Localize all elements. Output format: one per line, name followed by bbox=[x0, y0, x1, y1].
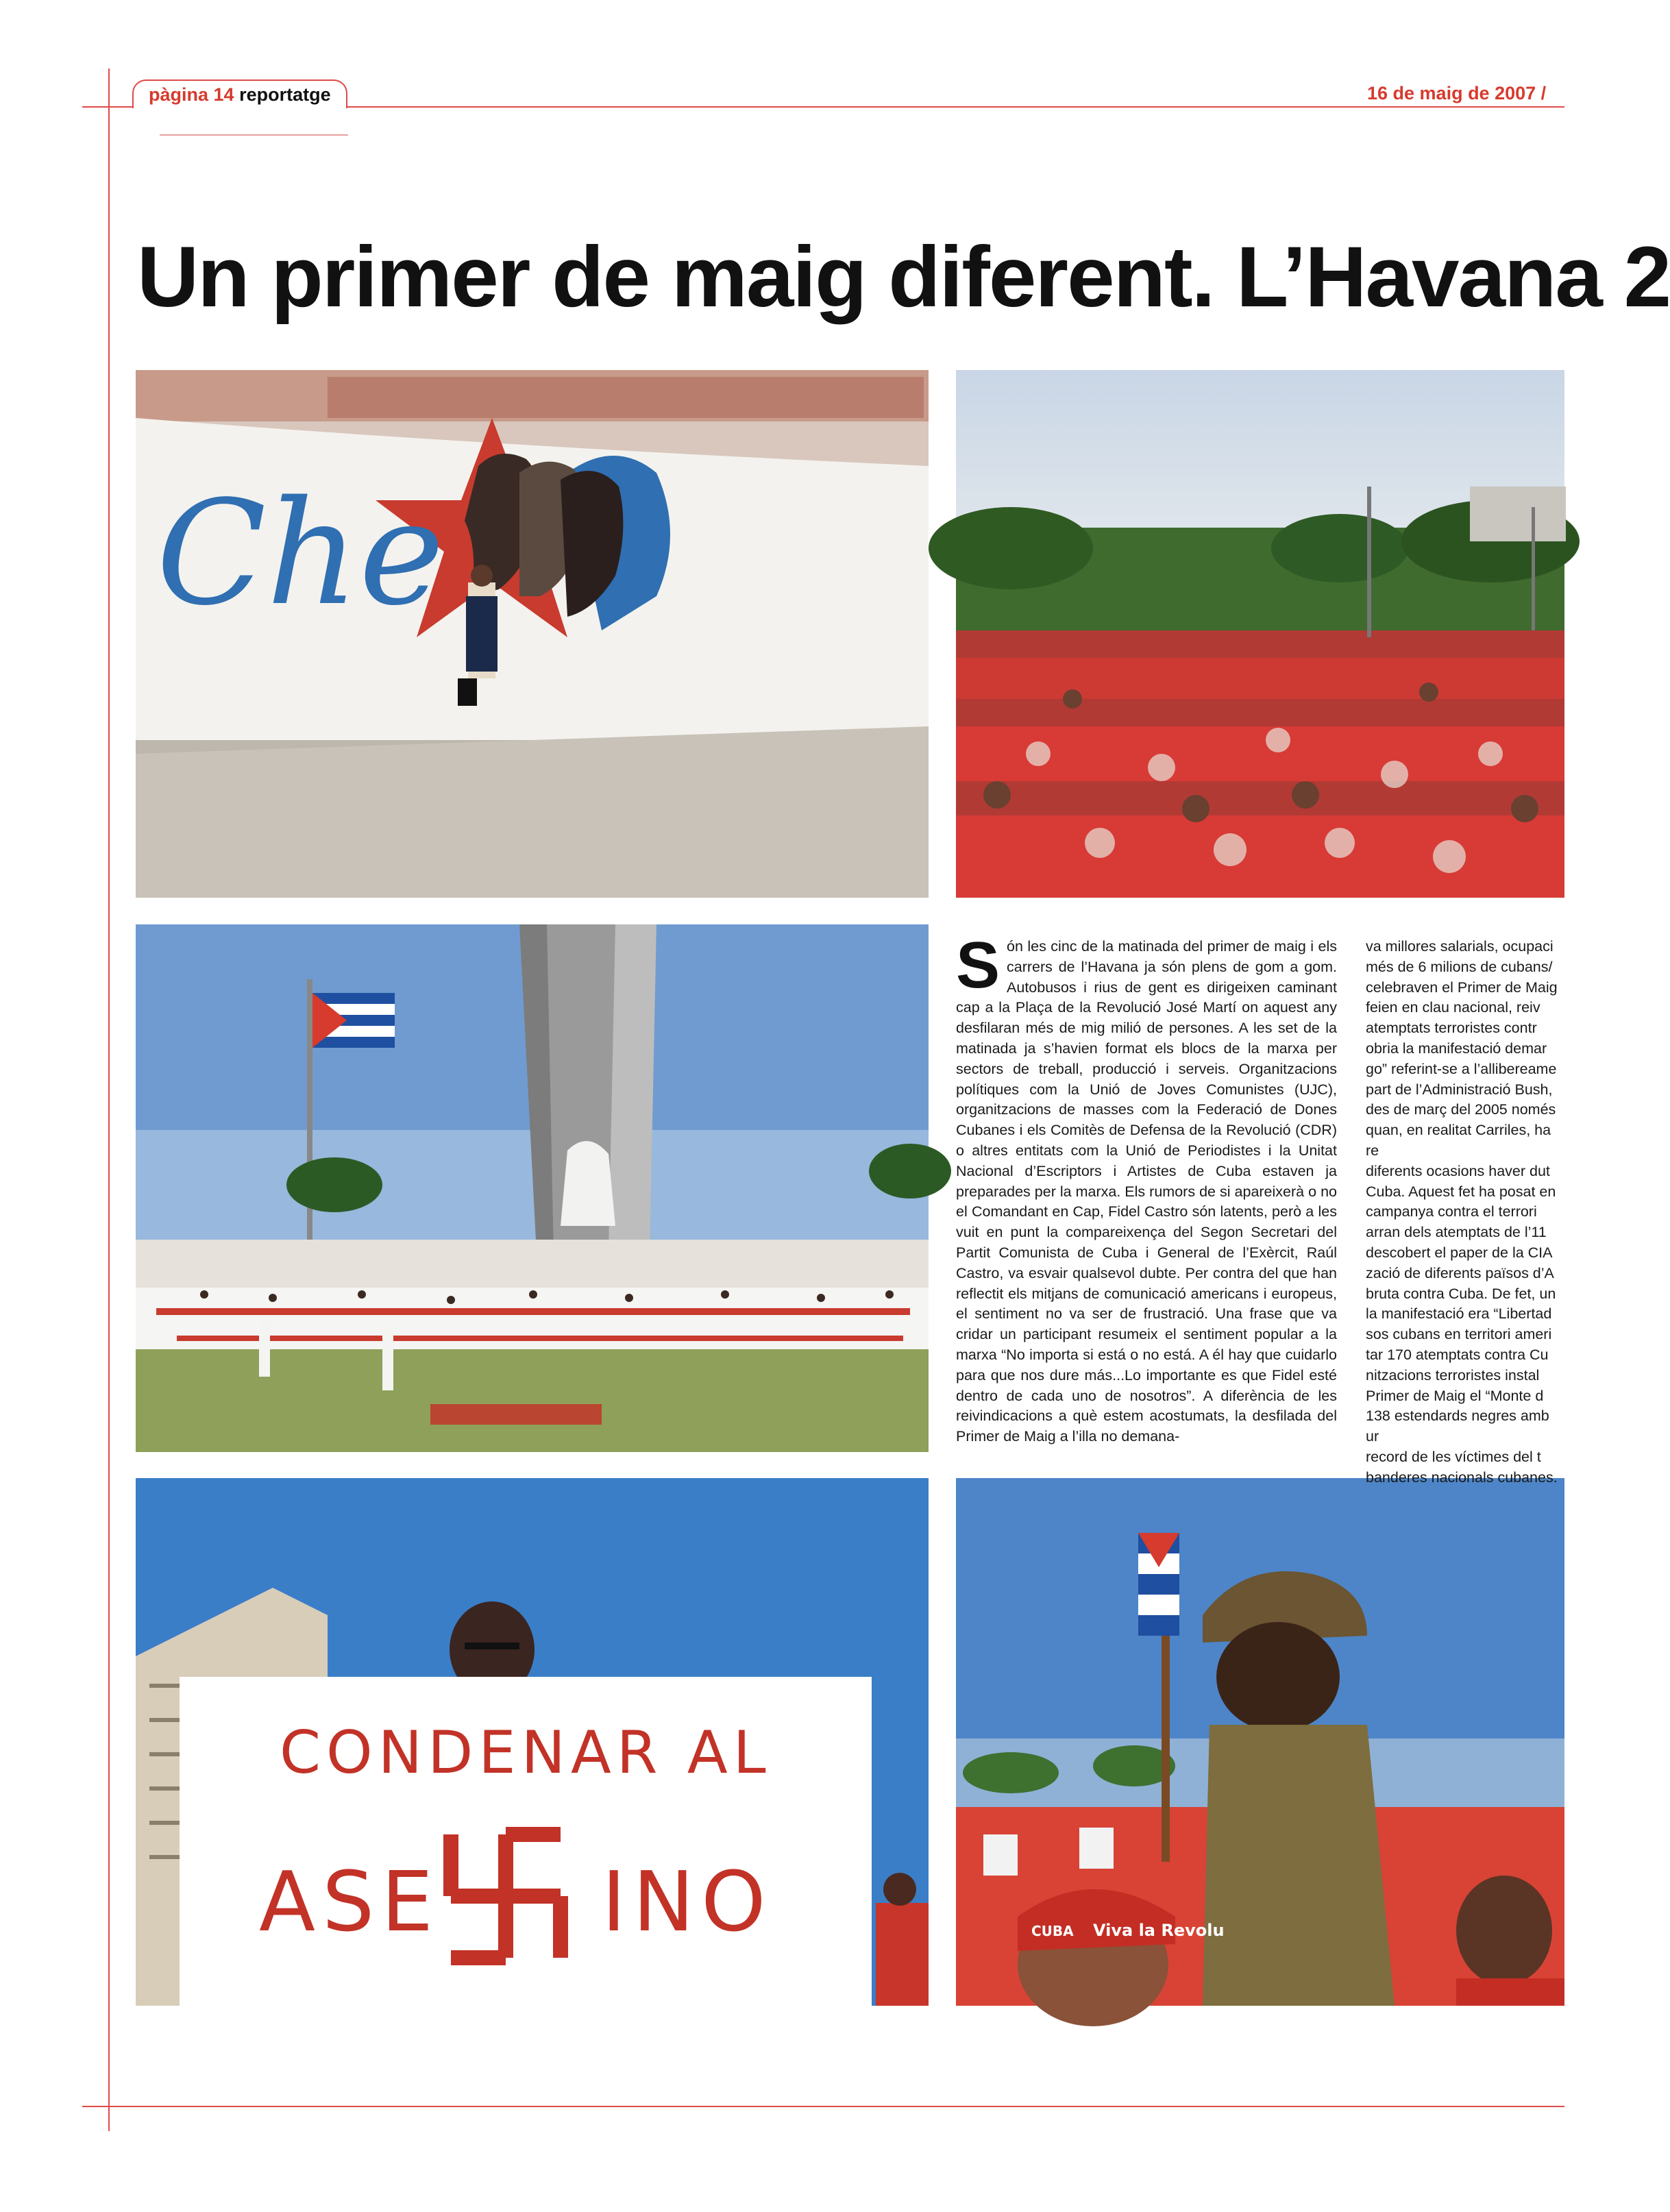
photo-crowd-avenue bbox=[956, 370, 1564, 898]
photo-protest-banner bbox=[136, 1478, 929, 2006]
banner-line1: CONDENAR AL bbox=[280, 1719, 772, 1787]
footer-rule bbox=[82, 2106, 1564, 2107]
cap-text-left: CUBA bbox=[1031, 1923, 1074, 1939]
banner-line2-b: INO bbox=[602, 1855, 773, 1950]
cap-text: Viva la Revolu bbox=[1093, 1921, 1225, 1940]
page-number: 14 bbox=[213, 84, 234, 105]
margin-guide-vertical bbox=[108, 69, 110, 2131]
article-body-1: ón les cinc de la matinada del primer de maig i els carrers de l’Havana ja són plens de gom a gom. Autobusos i rius de gent es dirigeixen caminant cap a la Plaça de la Revolució José Martí on aquest any desfilaran més de mig milió de persones. A les set de la matinada ja s’havien format els blocs de la marxa per sectors de treball, producció i serveis. Organitzacions polítiques com la Unió de Joves Comunistes (UJC), organitzacions de masses com la Federació de Dones Cubanes i els Comitès de Defensa de la Revolució (CDR) o altres entitats com la Unió de Periodistes i la Unitat Nacional d’Escriptors i Artistes de Cuba estaven ja preparades per la marxa. Els rumors de si apareixerà o no el Comandant en Cap, Fidel Castro són latents, però a les vuit en punt la compareixença del Segon Secretari del Partit Comunista de Cuba i General de l’Exèrcit, Raúl Castro, va esvair qualsevol dubte. Per contra del que han reflectit els mitjans de comunicació americans i europeus, el sentiment no va ser de frustració. Una frase que va cridar un participant resumeix el sentiment popular a la marxa “No importa si está o no está. A él hay que cuidarlo para que nos dure más...Lo importante es que Fidel esté dentro de cada uno de nosotros”. A diferència de les reivindicacions a què estem acostumats, la desfilada del Primer de Maig a l’illa no demana- bbox=[956, 938, 1337, 1445]
drop-cap: S bbox=[956, 929, 1000, 1002]
photo-child-flag bbox=[956, 1478, 1564, 2006]
issue-date: 16 de maig de 2007 / bbox=[1367, 83, 1547, 103]
photo-plaza-revolucion bbox=[136, 924, 929, 1452]
header-underline bbox=[160, 134, 348, 136]
article-column-2: va millores salarials, ocupaci més de 6 milions de cubans/ celebraven el Primer de Maig feien en clau nacional, reiv atemptats terroristes contr obria la manifestació demar go” referint-se a l’allibereame part de l’Administració Bush, des de març del 2005 només quan, en realitat Carriles, ha re diferents ocasions haver dut Cuba. Aquest fet ha posat en campanya contra el terrori arran dels atemptats de l’11 descobert el paper de la CIA zació de diferents països d’A bruta contra Cuba. De fet, un la manifestació era “Libertad sos cubans en territori ameri tar 170 atemptats contra Cu nitzacions terroristes instal Primer de Maig el “Monte d 138 estendards negres amb ur record de les víctimes del t banderes nacionals cubanes. bbox=[1366, 938, 1558, 1486]
article-column-1 bbox=[956, 929, 1337, 1471]
page-title: Un primer de maig diferent. L’Havana 2 bbox=[137, 230, 1670, 325]
mural-text: Che bbox=[156, 469, 445, 637]
banner-line2-a: ASE bbox=[259, 1855, 441, 1950]
photo-che-mural bbox=[136, 370, 929, 898]
page-section-tab bbox=[132, 79, 347, 108]
section-label: pàgina bbox=[149, 84, 209, 105]
section-topic: reportatge bbox=[239, 84, 331, 105]
